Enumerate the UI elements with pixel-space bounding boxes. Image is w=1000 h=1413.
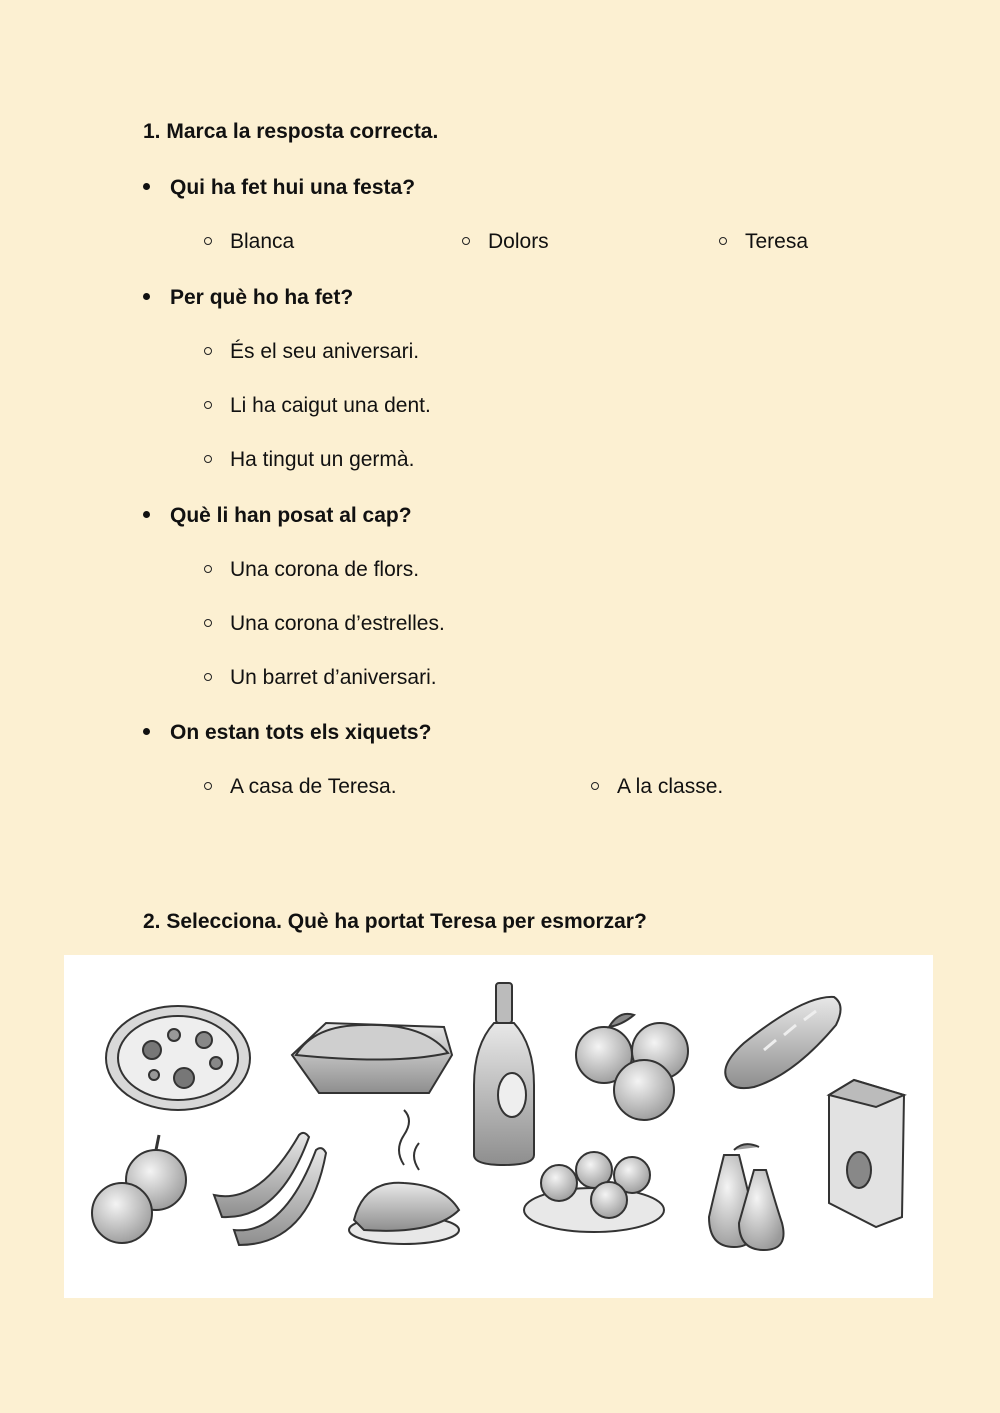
radio-circle-icon[interactable] (204, 455, 212, 463)
option-dolors[interactable]: Dolors (462, 230, 549, 254)
bullet-icon (143, 511, 150, 518)
juice-box-icon[interactable] (829, 1080, 904, 1227)
roll-icon[interactable] (349, 1110, 459, 1244)
pizza-icon[interactable] (106, 1006, 250, 1110)
bread-icon[interactable] (725, 997, 840, 1088)
radio-circle-icon[interactable] (204, 565, 212, 573)
radio-circle-icon[interactable] (204, 673, 212, 681)
apples-icon[interactable] (92, 1135, 186, 1243)
radio-circle-icon[interactable] (462, 237, 470, 245)
radio-circle-icon[interactable] (204, 782, 212, 790)
option-teresa[interactable]: Teresa (719, 230, 808, 254)
radio-circle-icon[interactable] (204, 401, 212, 409)
section1-title: 1. Marca la resposta correcta. (143, 120, 439, 143)
radio-circle-icon[interactable] (591, 782, 599, 790)
radio-circle-icon[interactable] (204, 347, 212, 355)
cake-icon[interactable] (292, 1023, 452, 1093)
option-casa-teresa[interactable]: A casa de Teresa. (204, 775, 397, 799)
question-4: On estan tots els xiquets? (143, 721, 431, 745)
option-barret[interactable]: Un barret d’aniversari. (204, 666, 437, 690)
bottle-icon[interactable] (474, 983, 534, 1165)
radio-circle-icon[interactable] (204, 619, 212, 627)
radio-circle-icon[interactable] (204, 237, 212, 245)
question-1: Qui ha fet hui una festa? (143, 176, 415, 200)
option-estrelles[interactable]: Una corona d’estrelles. (204, 612, 445, 636)
cupcakes-icon[interactable] (524, 1152, 664, 1232)
option-dent[interactable]: Li ha caigut una dent. (204, 394, 431, 418)
option-blanca[interactable]: Blanca (204, 230, 294, 254)
option-classe[interactable]: A la classe. (591, 775, 723, 799)
food-image-panel (64, 955, 933, 1298)
pears-icon[interactable] (709, 1144, 784, 1250)
option-flors[interactable]: Una corona de flors. (204, 558, 419, 582)
radio-circle-icon[interactable] (719, 237, 727, 245)
question-2: Per què ho ha fet? (143, 286, 353, 310)
question-3: Què li han posat al cap? (143, 504, 412, 528)
bullet-icon (143, 293, 150, 300)
bullet-icon (143, 183, 150, 190)
option-germa[interactable]: Ha tingut un germà. (204, 448, 414, 472)
oranges-icon[interactable] (576, 1014, 688, 1120)
section2-title: 2. Selecciona. Què ha portat Teresa per esmorzar? (143, 910, 647, 933)
bullet-icon (143, 728, 150, 735)
option-aniversari[interactable]: És el seu aniversari. (204, 340, 419, 364)
bananas-icon[interactable] (214, 1133, 326, 1245)
